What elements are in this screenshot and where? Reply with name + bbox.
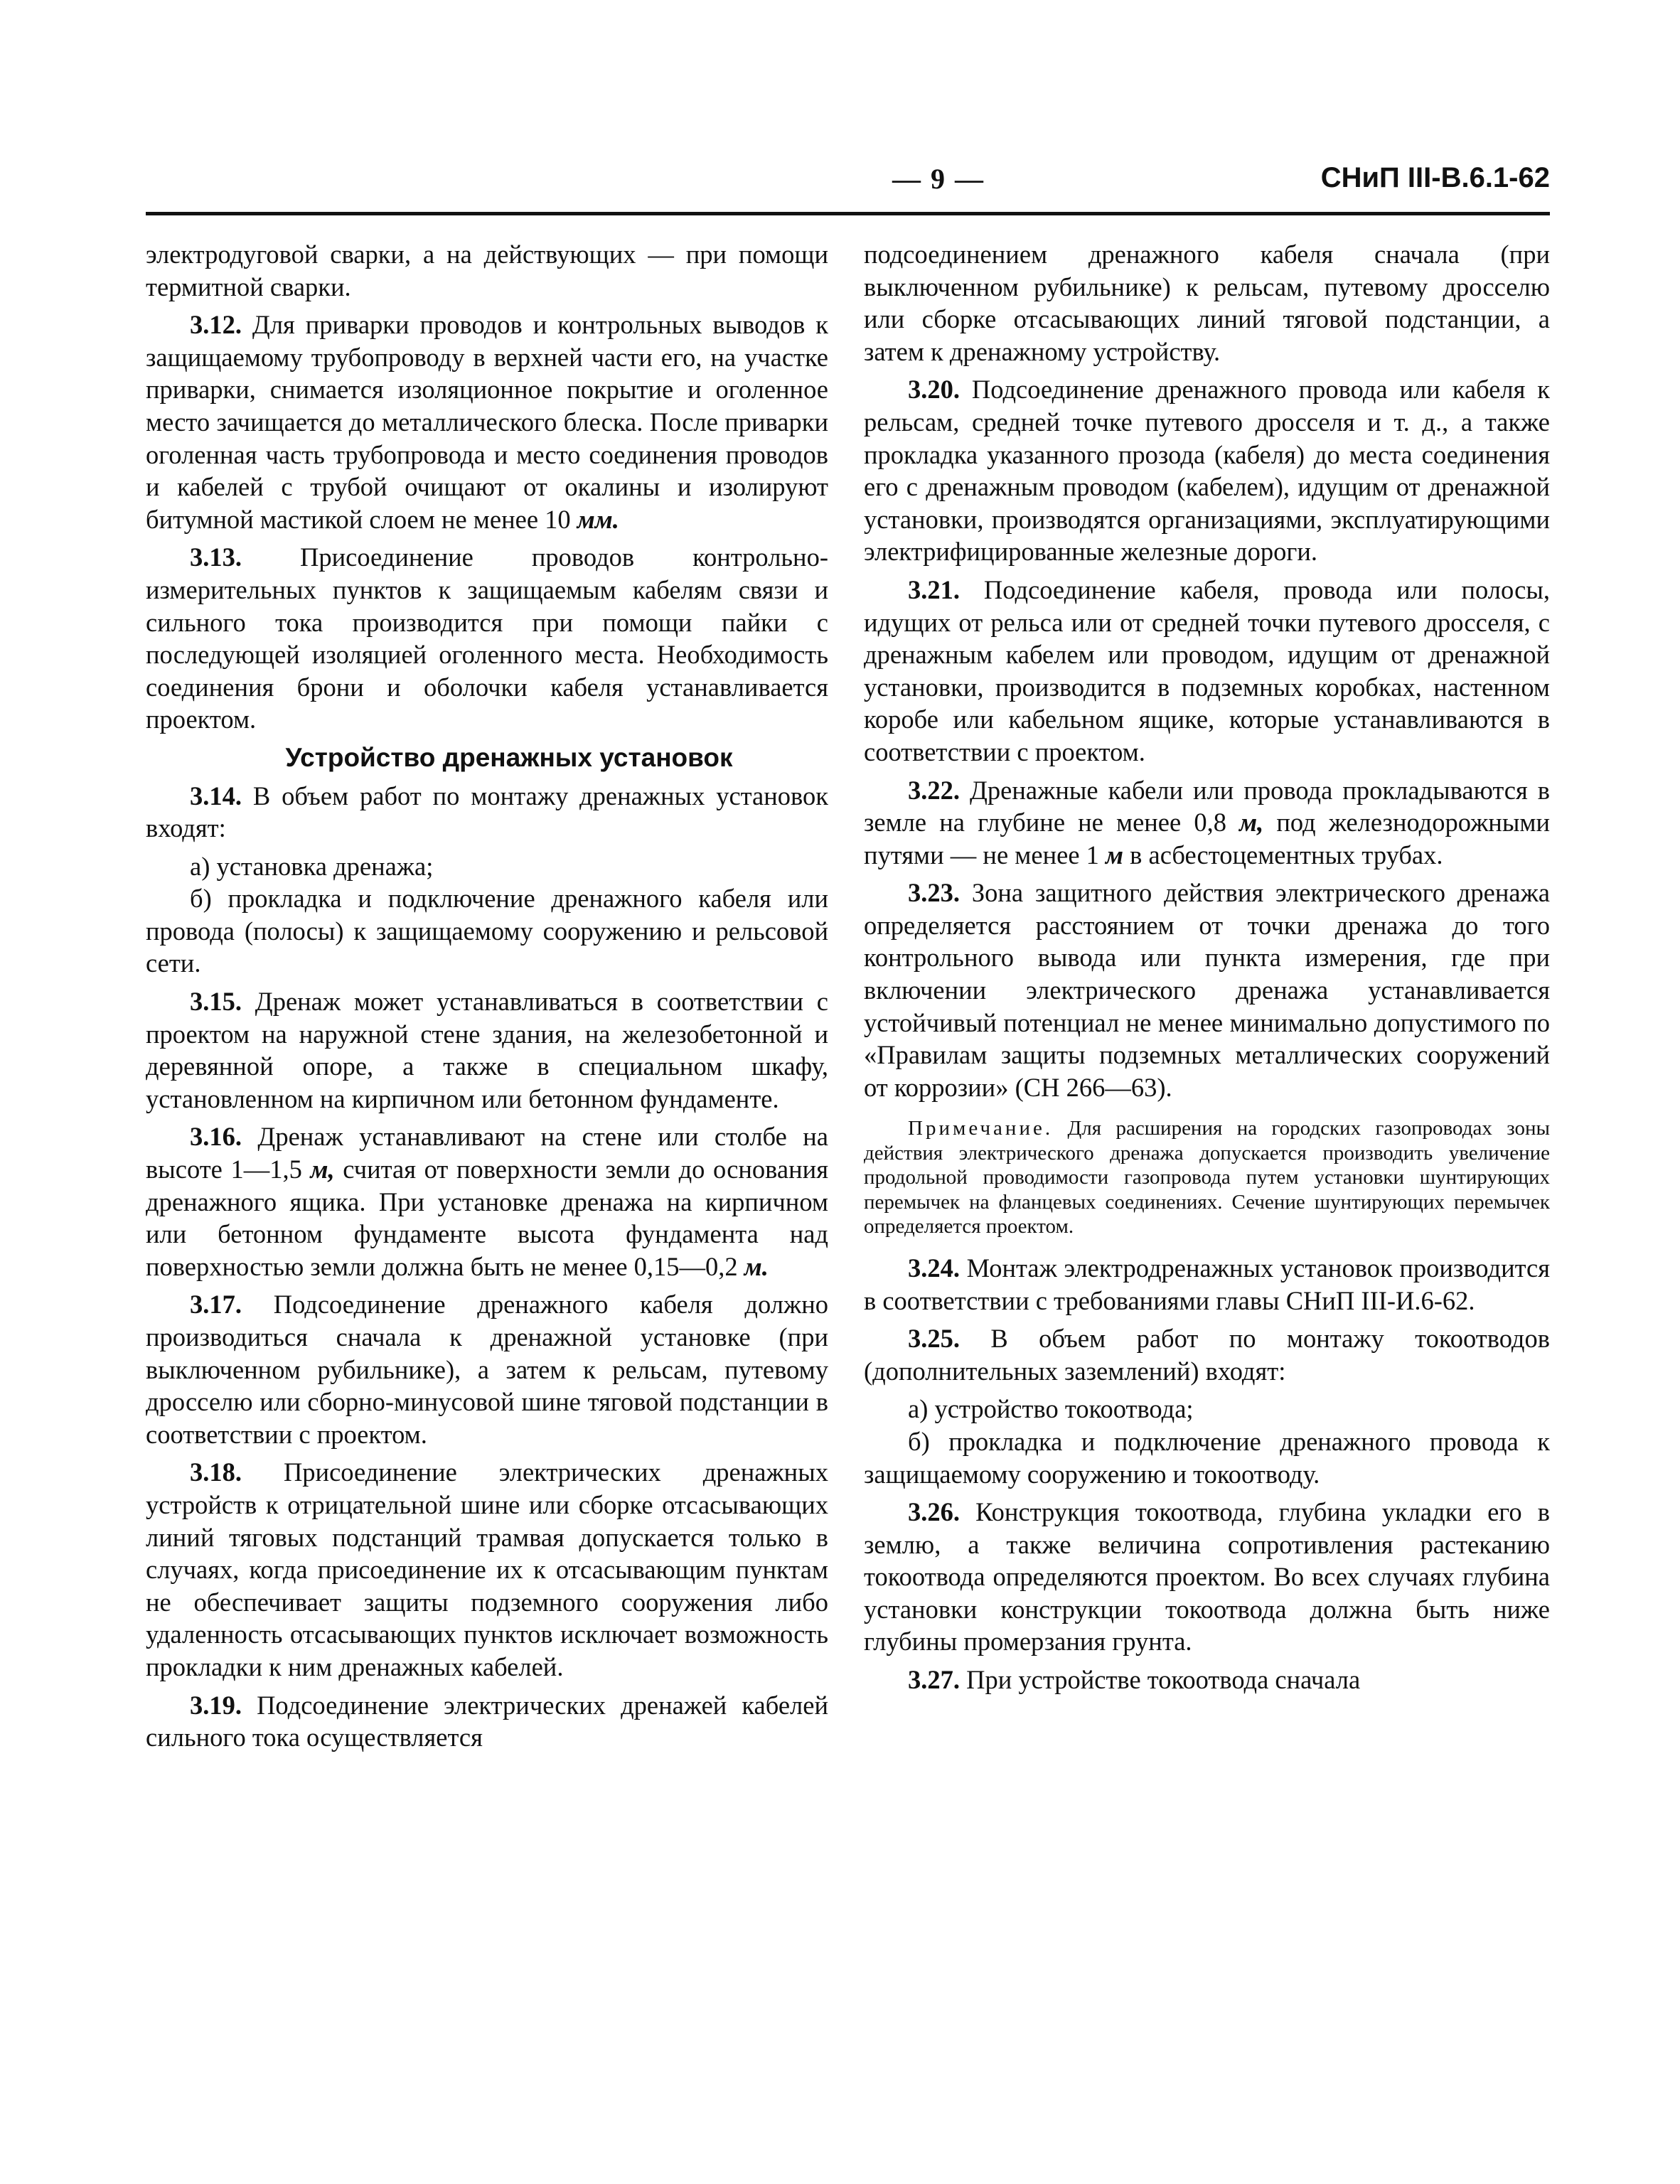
paragraph-number: 3.17. (190, 1290, 242, 1320)
paragraph-text: Подсоединение электрических дренажей кабелей сильного тока осуществляется (146, 1690, 828, 1752)
paragraph-text: подсоединением дренажного кабеля сначала (при выключенном рубильнике) к рельсам, путевому дросселю или сборке отсасывающих линий тяговой подстанции, а затем к дренажному устройству. (864, 240, 1550, 366)
paragraph-text: Дренаж устанавливают на стене или столбе на высоте 1—1,5 (146, 1122, 828, 1184)
paragraph-text: В объем работ по монтажу дренажных установок входят: (146, 781, 828, 843)
paragraph-text: Дренаж может устанавливаться в соответствии с проектом на наружной стене здания, на железобетонной и деревянной опоре, а также в специальном шкафу, установленном на кирпичном или бетонном фундаменте. (146, 987, 828, 1113)
paragraph-3-16 (146, 1120, 828, 1283)
paragraph-3-24 (864, 1252, 1550, 1317)
unit-text: мм. (577, 504, 619, 534)
paragraph-text: Подсоединение дренажного провода или кабеля к рельсам, средней точке путевого дросселя и т. д., а также прокладка указанного прозода (кабеля) до места соединения его с дренажным проводом (кабелем), идущим от дренажной установки, производятся организациями, эксплуатирующими электрифицированные железные дороги. (864, 375, 1550, 567)
paragraph-number: 3.22. (908, 775, 960, 805)
paragraph-3-22 (864, 774, 1550, 872)
paragraph-number: 3.12. (190, 310, 242, 340)
header-rule (146, 212, 1550, 215)
paragraph-3-14 (146, 780, 828, 845)
unit-text: м, (1239, 808, 1264, 837)
paragraph-number: 3.13. (190, 542, 242, 572)
paragraph-text: В объем работ по монтажу токоотводов (дополнительных заземлений) входят: (864, 1324, 1550, 1386)
paragraph-text: электродуговой сварки, а на действующих — при помощи термитной сварки. (146, 240, 828, 301)
list-item-a: а) устройство токоотвода; (908, 1394, 1194, 1424)
paragraph-text: Монтаж электродренажных установок производится в соответствии с требованиями главы СНиП III-И.6-62. (864, 1253, 1550, 1315)
paragraph-text: Подсоединение кабеля, провода или полосы, идущих от рельса или от средней точки путевого дросселя, с дренажным кабелем или проводом, идущим от дренажной установки, производится в подземных коробках, настенном коробе или кабельном ящике, которые устанавливаются в соответствии с проектом. (864, 574, 1550, 766)
paragraph-3-19 (146, 1689, 828, 1754)
paragraph-number: 3.26. (908, 1497, 960, 1527)
paragraph-number: 3.18. (190, 1457, 242, 1487)
paragraph-continuation (864, 238, 1550, 368)
page-number: — 9 — (892, 163, 985, 195)
paragraph-3-13 (146, 541, 828, 736)
paragraph-text: в асбестоцементных трубах. (1123, 840, 1443, 869)
paragraph-3-15 (146, 985, 828, 1115)
paragraph-number: 3.23. (908, 878, 960, 908)
paragraph-continuation (146, 238, 828, 303)
unit-text: м (1106, 840, 1124, 869)
paragraph-3-17 (146, 1288, 828, 1450)
paragraph-number: 3.24. (908, 1253, 960, 1283)
paragraph-text: При устройстве токоотвода сначала (960, 1665, 1361, 1695)
paragraph-number: 3.25. (908, 1324, 960, 1354)
paragraph-3-18 (146, 1456, 828, 1683)
paragraph-3-26 (864, 1496, 1550, 1658)
list-item-a: а) установка дренажа; (190, 851, 434, 881)
list-item-b: б) прокладка и подключение дренажного кабеля или провода (полосы) к защищаемому сооружению и рельсовой сети. (146, 884, 828, 978)
paragraph-number: 3.21. (908, 574, 960, 604)
paragraph-number: 3.16. (190, 1122, 242, 1152)
paragraph-number: 3.15. (190, 987, 242, 1017)
paragraph-text: под железнодорожными путями — не менее 1 (864, 808, 1550, 869)
left-column (146, 238, 828, 1760)
paragraph-text: Зона защитного действия электрического дренажа определяется расстоянием от точки дренажа до того контрольного вывода или пункта измерения, где при включении электрического дренажа устанавливается устойчивый потенциал не менее минимально допустимого по «Правилам защиты подземных металлических сооружений от коррозии» (СН 266—63). (864, 878, 1550, 1102)
paragraph-text: считая от поверхности земли до основания дренажного ящика. При установке дренажа на кирпичном или бетонном фундаменте высота фундамента над поверхностью земли должна быть не менее 0,15—0,2 (146, 1155, 828, 1281)
note (864, 1116, 1550, 1239)
list-item-b: б) прокладка и подключение дренажного провода к защищаемому сооружению и токоотводу. (864, 1426, 1550, 1489)
paragraph-number: 3.19. (190, 1690, 242, 1720)
paragraph-text: Присоединение проводов контрольно-измерительных пунктов к защищаемым кабелям связи и сильного тока производится при помощи пайки с последующей изоляцией оголенного места. Необходимость соединения брони и оболочки кабеля устанавливается проектом. (146, 542, 828, 734)
unit-text: м. (744, 1251, 769, 1281)
document-code: СНиП III-В.6.1-62 (1320, 162, 1550, 193)
paragraph-text: Для приварки проводов и контрольных выводов к защищаемому трубопроводу в верхней части его, на участке приварки, снимается изоляционное покрытие и оголенное место зачищается до металлического блеска. После приварки оголенная часть трубопровода и место соединения проводов и кабелей с трубой очищают от окалины и изолируют битумной мастикой слоем не менее 10 (146, 310, 828, 534)
paragraph-number: 3.14. (190, 781, 242, 810)
unit-text: м, (310, 1155, 335, 1184)
paragraph-3-27 (864, 1664, 1550, 1696)
paragraph-text: Дренажные кабели или провода прокладываются в земле на глубине не менее 0,8 (864, 775, 1550, 837)
paragraph-text: Конструкция токоотвода, глубина укладки его в землю, а также величина сопротивления растеканию токоотвода определяются проектом. Во всех случаях глубина установки конструкции токоотвода должна быть ниже глубины промерзания грунта. (864, 1497, 1550, 1656)
right-column (864, 238, 1550, 1702)
paragraph-3-25 (864, 1322, 1550, 1387)
paragraph-3-21 (864, 574, 1550, 769)
paragraph-text: Присоединение электрических дренажных устройств к отрицательной шине или сборке отсасывающих линий тяговых подстанций трамвая допускается только в случаях, когда присоединение их к отсасывающим пунктам не обеспечивает защиты подземного сооружения либо удаленность отсасывающих пунктов исключает возможность прокладки к ним дренажных кабелей. (146, 1457, 828, 1681)
page-header (146, 162, 1550, 212)
paragraph-3-12 (146, 309, 828, 535)
paragraph-text: Подсоединение дренажного кабеля должно производиться сначала к дренажной установке (при выключенном рубильнике), а затем к рельсам, путевому дросселю или сборно-минусовой шине тяговой подстанции в соответствии с проектом. (146, 1290, 828, 1449)
paragraph-3-23 (864, 877, 1550, 1103)
paragraph-number: 3.20. (908, 375, 960, 405)
note-label: Примечание. (908, 1117, 1054, 1140)
section-title: Устройство дренажных установок (285, 742, 733, 772)
note-text: Для расширения на городских газопроводах зоны действия электрического дренажа допускается производить увеличение продольной проводимости газопровода путем установки шунтирующих перемычек на фланцевых соединениях. Сечение шунтирующих перемычек определяется проектом. (864, 1117, 1550, 1238)
paragraph-number: 3.27. (908, 1665, 960, 1695)
paragraph-3-20 (864, 373, 1550, 568)
